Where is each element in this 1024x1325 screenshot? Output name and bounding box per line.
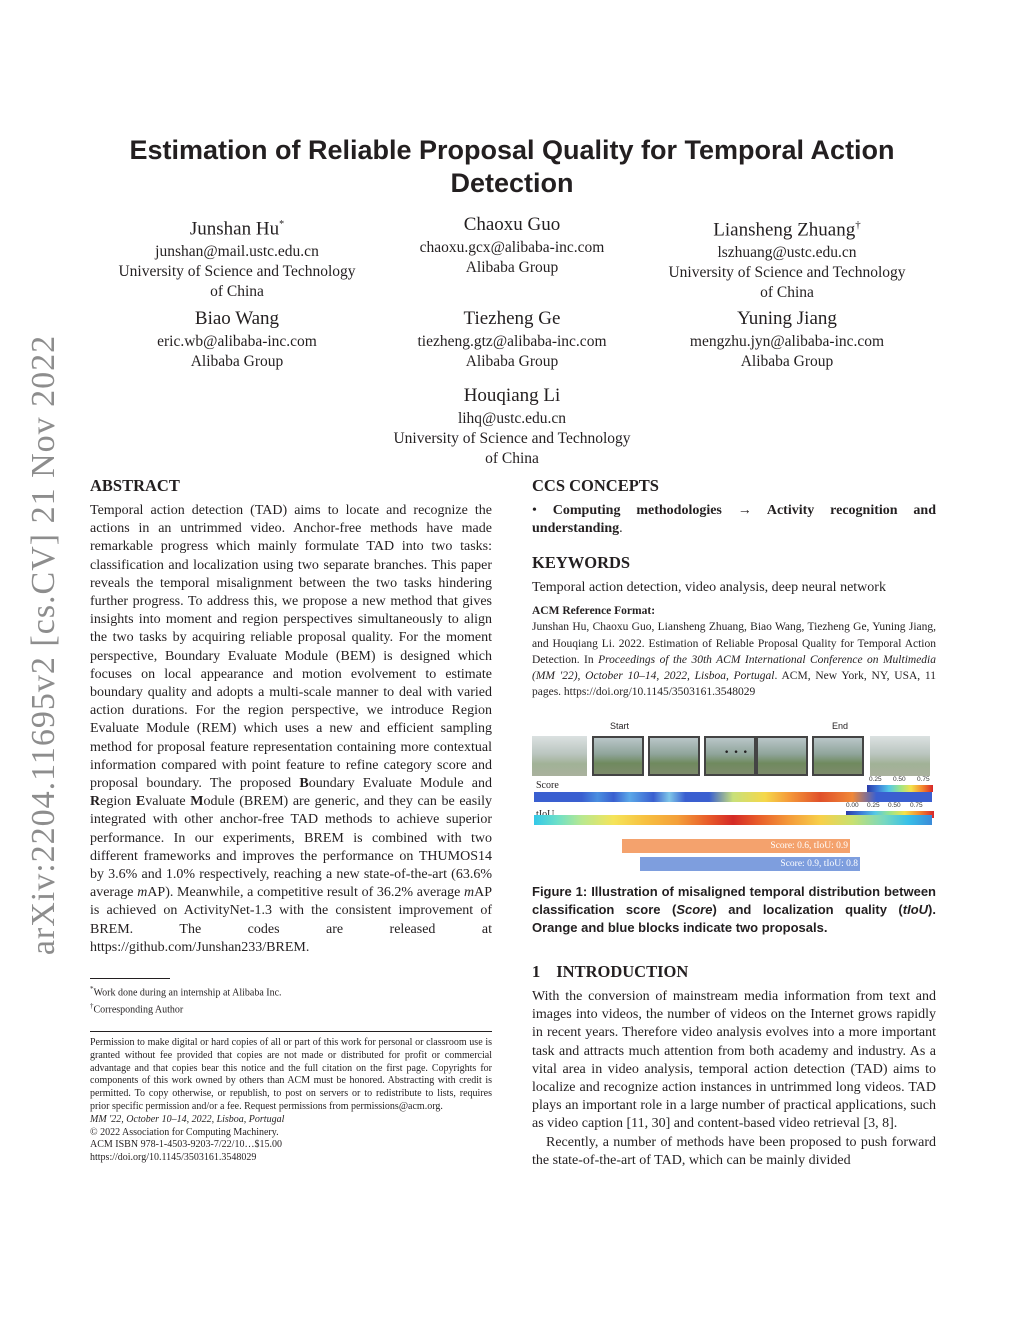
section-title: INTRODUCTION	[556, 962, 689, 981]
footnote-rule	[90, 978, 170, 979]
footnote-1: Work done during an internship at Alibaba Inc.	[93, 987, 282, 999]
author-block-6	[637, 306, 937, 372]
permission-block	[90, 1037, 492, 1165]
keywords-section	[532, 553, 936, 597]
author-email: lihq@ustc.edu.cn	[457, 410, 567, 427]
tiou-tick: 0.75	[910, 802, 923, 809]
author-email: lszhuang@ustc.edu.cn	[717, 244, 857, 262]
tiou-tick: 0.50	[888, 802, 901, 809]
footnote-mark: †	[90, 1002, 94, 1011]
author-block-4	[87, 306, 387, 372]
author-name: Biao Wang	[194, 308, 280, 329]
score-tick: 0.50	[893, 776, 906, 783]
author-affiliation: Alibaba Group	[740, 353, 834, 370]
author-email: mengzhu.jyn@alibaba-inc.com	[689, 333, 885, 350]
author-block-2	[362, 212, 662, 278]
text-run: egion	[100, 794, 136, 810]
isbn-line: ACM ISBN 978-1-4503-9203-7/22/10…$15.00	[90, 1139, 282, 1151]
score-colorbar	[867, 775, 933, 783]
text-run: AP is achieved on ActivityNet-1.3 with the consistent improvement of BREM. The codes are released at https://github.com/Junshan233/BREM.	[90, 885, 492, 955]
caption-italic: tIoU	[902, 902, 929, 917]
abstract-text	[90, 502, 492, 957]
author-block-7	[362, 383, 662, 469]
doi-line: https://doi.org/10.1145/3503161.3548029	[90, 1152, 257, 1164]
tiou-tick: 0.00	[846, 802, 859, 809]
author-email: eric.wb@alibaba-inc.com	[157, 333, 317, 350]
acm-reference	[532, 603, 936, 701]
title-line-2: Detection	[450, 168, 574, 198]
video-frame	[756, 736, 808, 776]
abstract-text-a: Temporal action detection (TAD) aims to locate and recognize the actions in an untrimmed video. Anchor-free methods have made remarkable progress which mainly formulate TAD into two tasks: classification and localization using two separate branches. This paper reveals the temporal misalignment between the two tasks hindering further progress. To address this, we propose a new method that gives insights into moment and region perspectives simultaneously to align the two tasks by acquiring reliable proposal quality. For the moment perspective, Boundary Evaluate Module (BEM) is designed which focuses on local appearance and motion evolvement to estimate boundary quality and adopts a multi-scale manner to deal with varied action durations. For the region perspective, we introduce Region Evaluate Module (REM) which uses a new and efficient sampling method for proposal feature representation containing more contextual information compared with point feature to refine category score and proposal boundary. The proposed	[90, 503, 492, 792]
author-block-3	[637, 212, 937, 303]
footnotes	[90, 983, 492, 1017]
author-affiliation: Alibaba Group	[190, 353, 284, 370]
reference-text-a: Junshan Hu, Chaoxu Guo, Liansheng Zhuang, Biao Wang, Tiezheng Ge, Yuning Jiang, and Houqiang Li. 2022. Estimation of Reliable Proposal Quality for Temporal Action Detection. In	[532, 621, 936, 666]
keywords-heading: KEYWORDS	[532, 553, 631, 572]
permission-rule	[90, 1031, 492, 1032]
intro-heading	[532, 962, 936, 982]
caption-italic: Score	[676, 902, 713, 917]
bold-letter: E	[135, 794, 146, 810]
author-email: tiezheng.gtz@alibaba-inc.com	[417, 333, 607, 350]
author-affiliation: University of Science and Technology	[118, 263, 356, 281]
intro-paragraph-2: Recently, a number of methods have been proposed to push forward the state-of-the-art of TAD, which can be mainly divided	[532, 1134, 936, 1168]
tiou-tick: 0.25	[867, 802, 880, 809]
score-label: Score	[536, 780, 559, 791]
footnote-mark: *	[90, 985, 94, 993]
text-run: valuate	[145, 794, 191, 810]
author-name: Chaoxu Guo	[463, 214, 561, 235]
bullet: •	[532, 503, 537, 518]
author-name: Houqiang Li	[463, 385, 561, 406]
abstract-text-b: (BREM) are generic, and they can be easily integrated with other anchor-free TAD methods to achieve superior performance. In our experiments, BREM is combined with two different frameworks and improves the performance on THUMOS14 by 3.6% and 1.0% respectively, reaching a new state-of-the-art (63.6% average	[90, 794, 493, 901]
bold-letter: R	[90, 794, 101, 810]
video-frame	[648, 736, 700, 776]
reference-proceedings: Proceedings of the 30th ACM International Conference on Multimedia (MM '22), October 10–14, 2022, Lisboa, Portugal	[532, 653, 936, 683]
ccs-text	[532, 502, 936, 538]
reference-text	[532, 619, 936, 700]
blue-proposal: Score: 0.9, tIoU: 0.8	[640, 857, 860, 871]
text-run: oundary Evaluate Module and	[308, 776, 492, 792]
ccs-section	[532, 476, 936, 538]
copyright-line: © 2022 Association for Computing Machinery.	[90, 1126, 279, 1138]
tiou-strip	[534, 815, 932, 825]
caption-text: ). Orange and blue blocks indicate two proposals.	[532, 902, 936, 935]
video-frame	[812, 736, 864, 776]
venue-line: MM '22, October 10–14, 2022, Lisboa, Portugal	[90, 1113, 285, 1125]
score-tick: 0.75	[917, 776, 930, 783]
arxiv-identifier-text: arXiv:2204.11695v2 [cs.CV] 21 Nov 2022	[25, 334, 62, 956]
author-mark: *	[279, 219, 285, 230]
paper-title	[90, 134, 934, 200]
permission-text: Permission to make digital or hard copies of all or part of this work for personal or classroom use is granted without fee provided that copies are not made or distributed for profit or commercial advantage and that copies bear this notice and the full citation on the first page. Copyrights for components of this work owned by others than ACM must be honored. Abstracting with credit is permitted. To copy otherwise, or republish, to post on servers or to redistribute to lists, requires prior specific permission and/or a fee. Request permissions from permissions@acm.org.	[90, 1037, 492, 1112]
author-affiliation: of China	[485, 450, 539, 467]
reference-heading: ACM Reference Format:	[532, 605, 656, 617]
title-line-1: Estimation of Reliable Proposal Quality for Temporal Action	[129, 135, 895, 165]
score-strip	[534, 792, 932, 802]
ccs-concept: Computing methodologies → Activity recognition and understanding	[532, 503, 936, 537]
reference-text-b: . ACM, New York, NY, USA, 11 pages. https://doi.org/10.1145/3503161.3548029	[532, 670, 936, 699]
video-frame	[532, 736, 587, 776]
author-affiliation: Alibaba Group	[465, 353, 559, 370]
author-email: chaoxu.gcx@alibaba-inc.com	[419, 239, 605, 256]
section-number: 1	[532, 962, 541, 981]
caption-text: Figure 1: Illustration of misaligned temporal distribution between classification score (	[532, 884, 936, 917]
author-name: Tiezheng Ge	[463, 308, 561, 329]
author-name: Liansheng Zhuang	[713, 219, 856, 241]
bold-letter: B	[299, 776, 309, 792]
figure-caption	[532, 883, 936, 937]
video-frame	[870, 736, 930, 776]
author-email: junshan@mail.ustc.edu.cn	[155, 243, 319, 261]
start-label: Start	[610, 721, 630, 731]
author-name: Yuning Jiang	[737, 308, 837, 329]
author-affiliation: Alibaba Group	[465, 259, 559, 276]
intro-paragraph-1: With the conversion of mainstream media information from text and images into videos, the number of videos on the Internet grows rapidly in recent years. Therefore video analysis evolves into a more important task and attracts much attention from both academy and industry. As a vital area in video analysis, temporal action detection (TAD) aims to localize and recognize action instances in untrimmed long videos. TAD plays an important role in a large number of practical applications, such as video caption [11, 30] and content-based video retrieval [3, 8].	[532, 989, 936, 1132]
period: .	[619, 521, 623, 537]
figure-1	[532, 718, 936, 878]
caption-text: ) and localization quality (	[712, 902, 903, 917]
text-run: AP). Meanwhile, a competitive result of 36.2% average	[147, 885, 464, 901]
footnote-2: Corresponding Author	[93, 1004, 184, 1016]
keywords-text: Temporal action detection, video analysis, deep neural network	[532, 580, 886, 595]
arxiv-identifier	[24, 334, 64, 956]
introduction-section	[532, 962, 936, 1170]
colorbar-gradient	[867, 785, 933, 792]
abstract-section	[90, 476, 492, 957]
score-tick: 0.25	[869, 776, 882, 783]
author-affiliation: of China	[210, 283, 264, 301]
ccs-heading: CCS CONCEPTS	[532, 476, 659, 495]
author-block-1	[87, 212, 387, 302]
italic-m: m	[137, 885, 148, 901]
bold-letter: M	[190, 794, 204, 810]
end-label: End	[832, 721, 849, 731]
abstract-heading: ABSTRACT	[90, 476, 180, 495]
ellipsis: · · ·	[723, 744, 748, 761]
orange-proposal: Score: 0.6, tIoU: 0.9	[622, 839, 850, 853]
author-affiliation: University of Science and Technology	[393, 430, 631, 447]
author-affiliation: of China	[760, 284, 814, 302]
italic-m: m	[463, 885, 475, 901]
author-name: Junshan Hu	[189, 218, 280, 240]
author-affiliation: University of Science and Technology	[668, 264, 906, 282]
author-mark: †	[855, 219, 861, 231]
video-frame	[592, 736, 644, 776]
text-run: odule	[203, 794, 235, 810]
author-block-5	[362, 306, 662, 372]
video-frames	[532, 736, 936, 778]
